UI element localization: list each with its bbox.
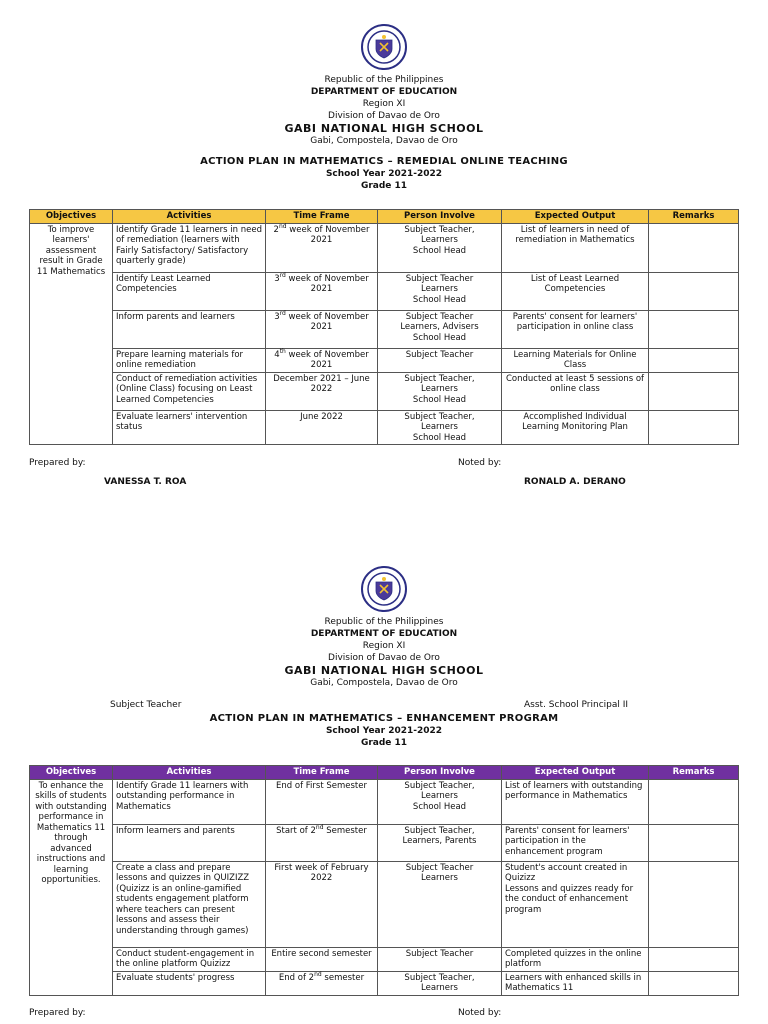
person-involve-cell — [378, 861, 502, 947]
time-frame-text: week of November 2021 — [285, 311, 369, 332]
person-line: School Head — [412, 801, 467, 812]
person-line: Learners — [421, 422, 458, 432]
plan1-prepared-role: Subject Teacher — [110, 700, 182, 710]
republic-text: Republic of the Philippines — [324, 75, 444, 85]
person-line: Learners — [421, 983, 458, 993]
person-involve-cell — [378, 971, 502, 995]
activity-cell: Evaluate learners' intervention status — [113, 410, 266, 445]
person-line: Subject Teacher, — [404, 373, 475, 384]
activity-cell: Identify Least Learned Competencies — [113, 272, 266, 310]
person-line: Learners — [421, 284, 458, 294]
time-frame-cell — [266, 372, 378, 410]
time-frame-cell — [266, 310, 378, 348]
column-header: Person Involve — [378, 766, 502, 780]
time-frame-text: 3 — [274, 311, 280, 322]
time-frame-text: June 2022 — [300, 411, 343, 422]
division-text: Division of Davao de Oro — [328, 111, 440, 121]
remarks-cell — [649, 310, 739, 348]
expected-output-cell: Parents' consent for learners' participation in online class — [502, 310, 649, 348]
objective-cell: To enhance the skills of students with outstanding performance in Mathematics 11 through advanced instructions and learning opportunities. — [30, 779, 113, 995]
plan1-prepared-name: VANESSA T. ROA — [104, 477, 187, 487]
plan1-noted-label: Noted by: — [458, 458, 502, 468]
time-frame-text: 3 — [274, 273, 280, 284]
republic-text: Republic of the Philippines — [324, 617, 444, 627]
remarks-cell — [649, 272, 739, 310]
person-line: School Head — [412, 432, 467, 443]
table-row — [30, 272, 739, 310]
person-involve-cell — [378, 348, 502, 372]
table-row — [30, 223, 739, 272]
expected-output-cell: Conducted at least 5 sessions of online class — [502, 372, 649, 410]
person-line: Learners — [421, 235, 458, 245]
time-frame-text: week of November 2021 — [285, 273, 369, 294]
deped-seal-icon — [361, 566, 407, 612]
objective-cell: To improve learners' assessment result in Grade 11 Mathematics — [30, 223, 113, 445]
activity-cell: Prepare learning materials for online remediation — [113, 348, 266, 372]
expected-output-cell: List of Least Learned Competencies — [502, 272, 649, 310]
plan1-school-year: School Year 2021-2022 — [325, 169, 443, 179]
activity-cell: Create a class and prepare lessons and quizzes in QUIZIZZ (Quizizz is an online-gamified students engagement platform where teachers can present lessons and assess their understanding through games) — [113, 861, 266, 947]
time-frame-cell — [266, 861, 378, 947]
plan1-prepared-label: Prepared by: — [29, 458, 86, 468]
person-line: School Head — [412, 394, 467, 405]
person-line: School Head — [412, 294, 467, 305]
table-row — [30, 779, 739, 824]
expected-output-cell: Accomplished Individual Learning Monitoring Plan — [502, 410, 649, 445]
plan2-title: ACTION PLAN IN MATHEMATICS – ENHANCEMENT PROGRAM — [209, 713, 559, 724]
person-line: Subject Teacher — [405, 948, 474, 959]
person-line: Subject Teacher, — [404, 972, 475, 983]
ordinal-suffix: nd — [314, 970, 322, 978]
column-header: Time Frame — [266, 766, 378, 780]
time-frame-text: December 2021 – June 2022 — [273, 373, 370, 394]
remarks-cell — [649, 348, 739, 372]
person-line: Subject Teacher — [405, 349, 474, 360]
activity-cell: Identify Grade 11 learners in need of remediation (learners with Fairly Satisfactory/ Satisfactory quarterly grade) — [113, 223, 266, 272]
activity-cell: Conduct student-engagement in the online platform Quizizz — [113, 947, 266, 971]
time-frame-text: 2 — [273, 224, 279, 235]
time-frame-cell — [266, 824, 378, 861]
column-header: Objectives — [30, 766, 113, 780]
ordinal-suffix: rd — [279, 309, 286, 317]
plan1-body — [30, 223, 739, 445]
expected-output-cell: Learners with enhanced skills in Mathematics 11 — [502, 971, 649, 995]
ordinal-suffix: nd — [278, 222, 287, 230]
region-text: Region XI — [362, 641, 406, 651]
department-text: DEPARTMENT OF EDUCATION — [310, 87, 458, 97]
time-frame-cell — [266, 779, 378, 824]
plan2-school-year: School Year 2021-2022 — [325, 726, 443, 736]
person-line: Subject Teacher — [405, 862, 474, 873]
activity-cell: Inform learners and parents — [113, 824, 266, 861]
table-row — [30, 310, 739, 348]
division-text: Division of Davao de Oro — [328, 653, 440, 663]
ordinal-suffix: th — [279, 347, 286, 355]
person-involve-cell — [378, 410, 502, 445]
remarks-cell — [649, 824, 739, 861]
ordinal-suffix: nd — [315, 823, 324, 831]
column-header: Activities — [113, 766, 266, 780]
person-line: Subject Teacher — [405, 273, 474, 284]
plan1-title: ACTION PLAN IN MATHEMATICS – REMEDIAL ONLINE TEACHING — [200, 156, 568, 167]
column-header: Expected Output — [502, 766, 649, 780]
person-line: Subject Teacher, — [404, 411, 475, 422]
region-text: Region XI — [362, 99, 406, 109]
person-line: Learners — [421, 384, 458, 394]
remarks-cell — [649, 372, 739, 410]
time-frame-text: End of 2 — [278, 972, 315, 983]
plan1-noted-name: RONALD A. DERANO — [524, 477, 626, 487]
plan1-noted-role: Asst. School Principal II — [524, 700, 629, 710]
table-row — [30, 861, 739, 947]
time-frame-text: Start of 2 — [276, 825, 316, 836]
person-involve-cell — [378, 310, 502, 348]
person-involve-cell — [378, 272, 502, 310]
remarks-cell — [649, 779, 739, 824]
remarks-cell — [649, 947, 739, 971]
plan1-grade: Grade 11 — [360, 181, 408, 191]
ordinal-suffix: rd — [279, 271, 286, 279]
time-frame-cell — [266, 410, 378, 445]
remarks-cell — [649, 971, 739, 995]
table-row — [30, 410, 739, 445]
activity-cell: Identify Grade 11 learners with outstanding performance in Mathematics — [113, 779, 266, 824]
plan1-header-row — [30, 210, 739, 224]
plan2-prepared-label: Prepared by: — [29, 1008, 86, 1018]
person-line: Subject Teacher — [405, 311, 474, 322]
school-address: Gabi, Compostela, Davao de Oro — [310, 678, 458, 688]
person-involve-cell — [378, 779, 502, 824]
activity-cell: Conduct of remediation activities (Online Class) focusing on Least Learned Competencies — [113, 372, 266, 410]
column-header: Expected Output — [502, 210, 649, 224]
expected-output-cell: List of learners in need of remediation in Mathematics — [502, 223, 649, 272]
time-frame-text: week of November 2021 — [286, 224, 370, 245]
person-involve-cell — [378, 947, 502, 971]
plan2-table — [29, 765, 739, 996]
plan2-grade: Grade 11 — [360, 738, 408, 748]
expected-output-cell: Learning Materials for Online Class — [502, 348, 649, 372]
table-row — [30, 971, 739, 995]
person-line: Learners, Parents — [402, 836, 477, 846]
school-name: GABI NATIONAL HIGH SCHOOL — [284, 122, 484, 135]
person-involve-cell — [378, 372, 502, 410]
table-row — [30, 372, 739, 410]
person-line: Subject Teacher, — [404, 780, 475, 791]
person-line: Learners — [421, 791, 458, 801]
activity-cell: Inform parents and learners — [113, 310, 266, 348]
expected-output-cell: Student's account created in Quizizz Lessons and quizzes ready for the conduct of enhancement program — [502, 861, 649, 947]
time-frame-text: 4 — [274, 349, 280, 360]
plan2-title-block — [0, 712, 768, 749]
plan1-table — [29, 209, 739, 445]
table-row — [30, 824, 739, 861]
plan1-title-block — [0, 155, 768, 192]
activity-cell: Evaluate students' progress — [113, 971, 266, 995]
time-frame-text: week of November 2021 — [285, 349, 369, 370]
person-line: School Head — [412, 245, 467, 256]
plan2-noted-label: Noted by: — [458, 1008, 502, 1018]
letterhead-1 — [0, 24, 768, 147]
time-frame-text: semester — [321, 972, 365, 983]
time-frame-cell — [266, 947, 378, 971]
school-name: GABI NATIONAL HIGH SCHOOL — [284, 664, 484, 677]
time-frame-text: First week of February 2022 — [274, 862, 369, 883]
person-involve-cell — [378, 824, 502, 861]
remarks-cell — [649, 223, 739, 272]
time-frame-cell — [266, 223, 378, 272]
plan2-header-row — [30, 766, 739, 780]
person-line: Subject Teacher, — [404, 224, 475, 235]
table-row — [30, 348, 739, 372]
letterhead-2 — [0, 566, 768, 689]
time-frame-cell — [266, 272, 378, 310]
expected-output-cell: Completed quizzes in the online platform — [502, 947, 649, 971]
time-frame-text: Entire second semester — [271, 948, 372, 959]
column-header: Activities — [113, 210, 266, 224]
time-frame-text: End of First Semester — [276, 780, 367, 791]
person-line: Learners — [421, 873, 458, 883]
column-header: Person Involve — [378, 210, 502, 224]
person-line: School Head — [412, 332, 467, 343]
column-header: Objectives — [30, 210, 113, 224]
table-row — [30, 947, 739, 971]
time-frame-text: Semester — [323, 825, 367, 836]
time-frame-cell — [266, 348, 378, 372]
deped-seal-icon — [361, 24, 407, 70]
column-header: Remarks — [649, 210, 739, 224]
remarks-cell — [649, 410, 739, 445]
time-frame-cell — [266, 971, 378, 995]
plan2-body — [30, 779, 739, 995]
remarks-cell — [649, 861, 739, 947]
person-involve-cell — [378, 223, 502, 272]
column-header: Time Frame — [266, 210, 378, 224]
person-line: Subject Teacher, — [404, 825, 475, 836]
school-address: Gabi, Compostela, Davao de Oro — [310, 136, 458, 146]
expected-output-cell: List of learners with outstanding performance in Mathematics — [502, 779, 649, 824]
column-header: Remarks — [649, 766, 739, 780]
department-text: DEPARTMENT OF EDUCATION — [310, 629, 458, 639]
expected-output-cell: Parents' consent for learners' participation in the enhancement program — [502, 824, 649, 861]
person-line: Learners, Advisers — [400, 322, 479, 332]
